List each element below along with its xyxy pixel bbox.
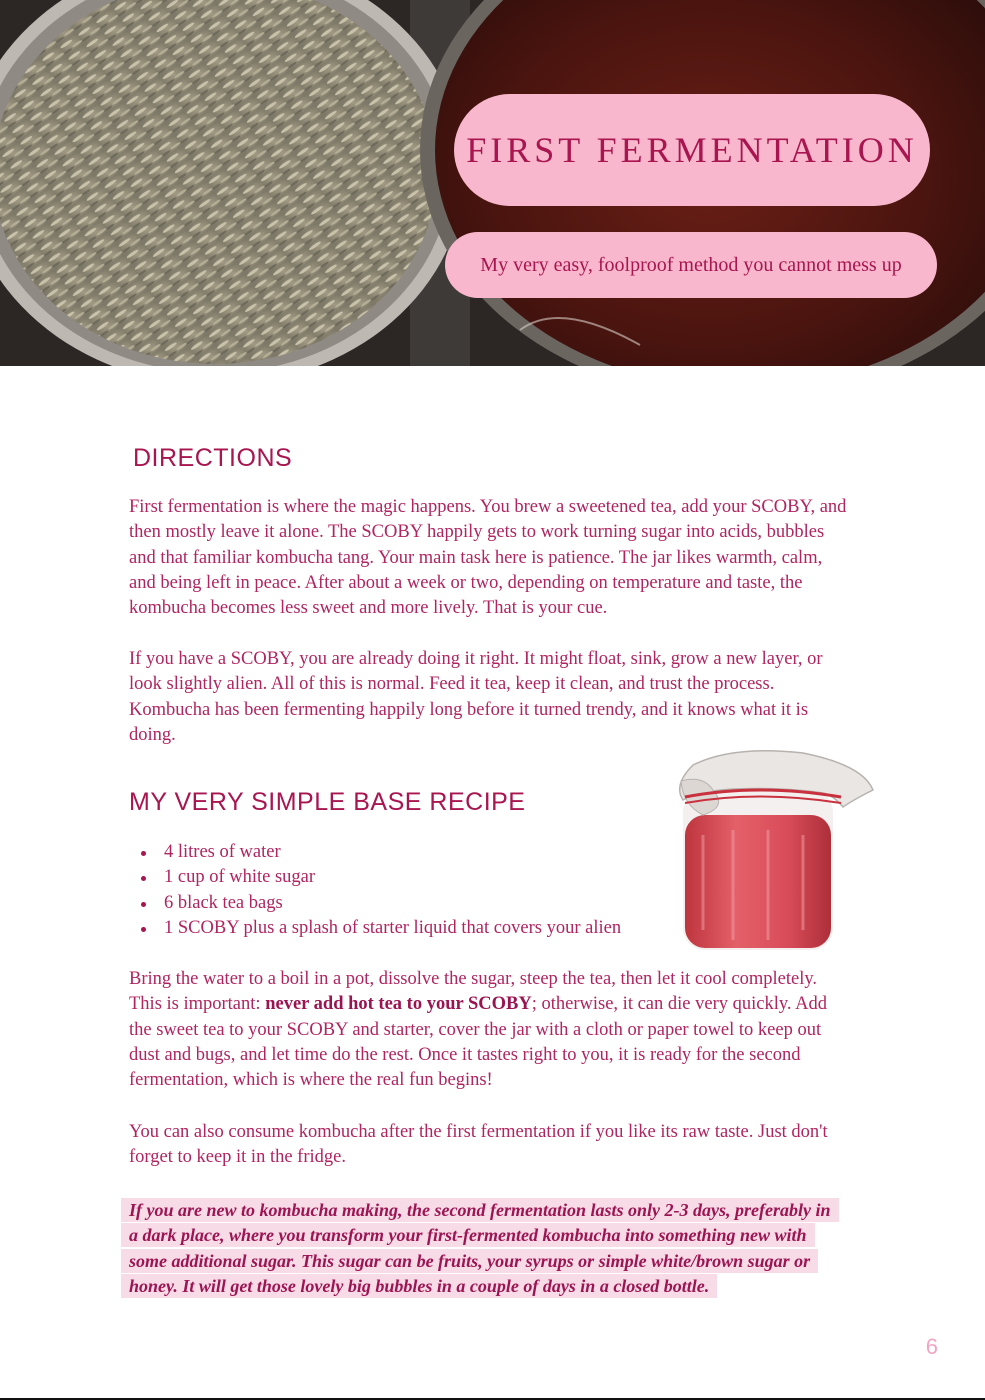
directions-paragraph-2: If you have a SCOBY, you are already doing it right. It might float, sink, grow a new layer, or look slightly alien. All of this is normal. Feed it tea, keep it clean, and trust the process. Kombucha has been fermenting happily long before it turned trendy, and it knows what it is doing. — [129, 649, 823, 745]
highlight-note — [121, 1198, 839, 1299]
consume-paragraph: You can also consume kombucha after the first fermentation if you like its raw taste. Just don't forget to keep it in the fridge. — [129, 1122, 828, 1168]
kombucha-jar-illustration — [673, 745, 878, 955]
method-text-start: Bring the water to a boil in a pot, dissolve the sugar, steep the tea, then let it cool completely. This is important: — [129, 969, 818, 1015]
ingredient-item: 1 cup of white sugar — [129, 865, 621, 890]
ingredient-list — [129, 840, 621, 941]
subtitle-pill — [445, 232, 937, 298]
directions-paragraph-1: First fermentation is where the magic happens. You brew a sweetened tea, add your SCOBY, and then mostly leave it alone. The SCOBY happily gets to work turning sugar into acids, bubbles and that familiar kombucha tang. Your main task here is patience. The jar likes warmth, calm, and being left in peace. After about a week or two, depending on temperature and taste, the kombucha becomes less sweet and more lively. That is your cue. — [129, 497, 847, 619]
directions-heading: DIRECTIONS — [133, 444, 293, 472]
page-title: FIRST FERMENTATION — [466, 130, 918, 170]
highlight-note-text: If you are new to kombucha making, the second fermentation lasts only 2-3 days, preferably in a dark place, where you transform your first-fermented kombucha into something new with some additional sugar. This sugar can be fruits, your syrups or simple white/brown sugar or honey. It will get those lovely big bubbles in a couple of days in a closed bottle. — [121, 1198, 839, 1298]
ingredient-item: 6 black tea bags — [129, 891, 621, 916]
ingredient-item: 4 litres of water — [129, 840, 621, 865]
method-paragraph — [129, 967, 854, 1093]
page-number: 6 — [925, 1334, 938, 1359]
page-subtitle: My very easy, foolproof method you cannot mess up — [480, 253, 902, 276]
title-pill — [454, 94, 930, 206]
recipe-heading: MY VERY SIMPLE BASE RECIPE — [129, 788, 526, 816]
hero-photo — [0, 0, 985, 366]
ingredient-item: 1 SCOBY plus a splash of starter liquid that covers your alien — [129, 916, 621, 941]
method-warning: never add hot tea to your SCOBY — [265, 994, 532, 1015]
method-text-end: ; otherwise, it can die very quickly. Add the sweet tea to your SCOBY and starter, cover the jar with a cloth or paper towel to keep out dust and bugs, and let time do the rest. Once it tastes right to you, it is ready for the second fermentation, which is where the real fun begins! — [129, 994, 827, 1091]
